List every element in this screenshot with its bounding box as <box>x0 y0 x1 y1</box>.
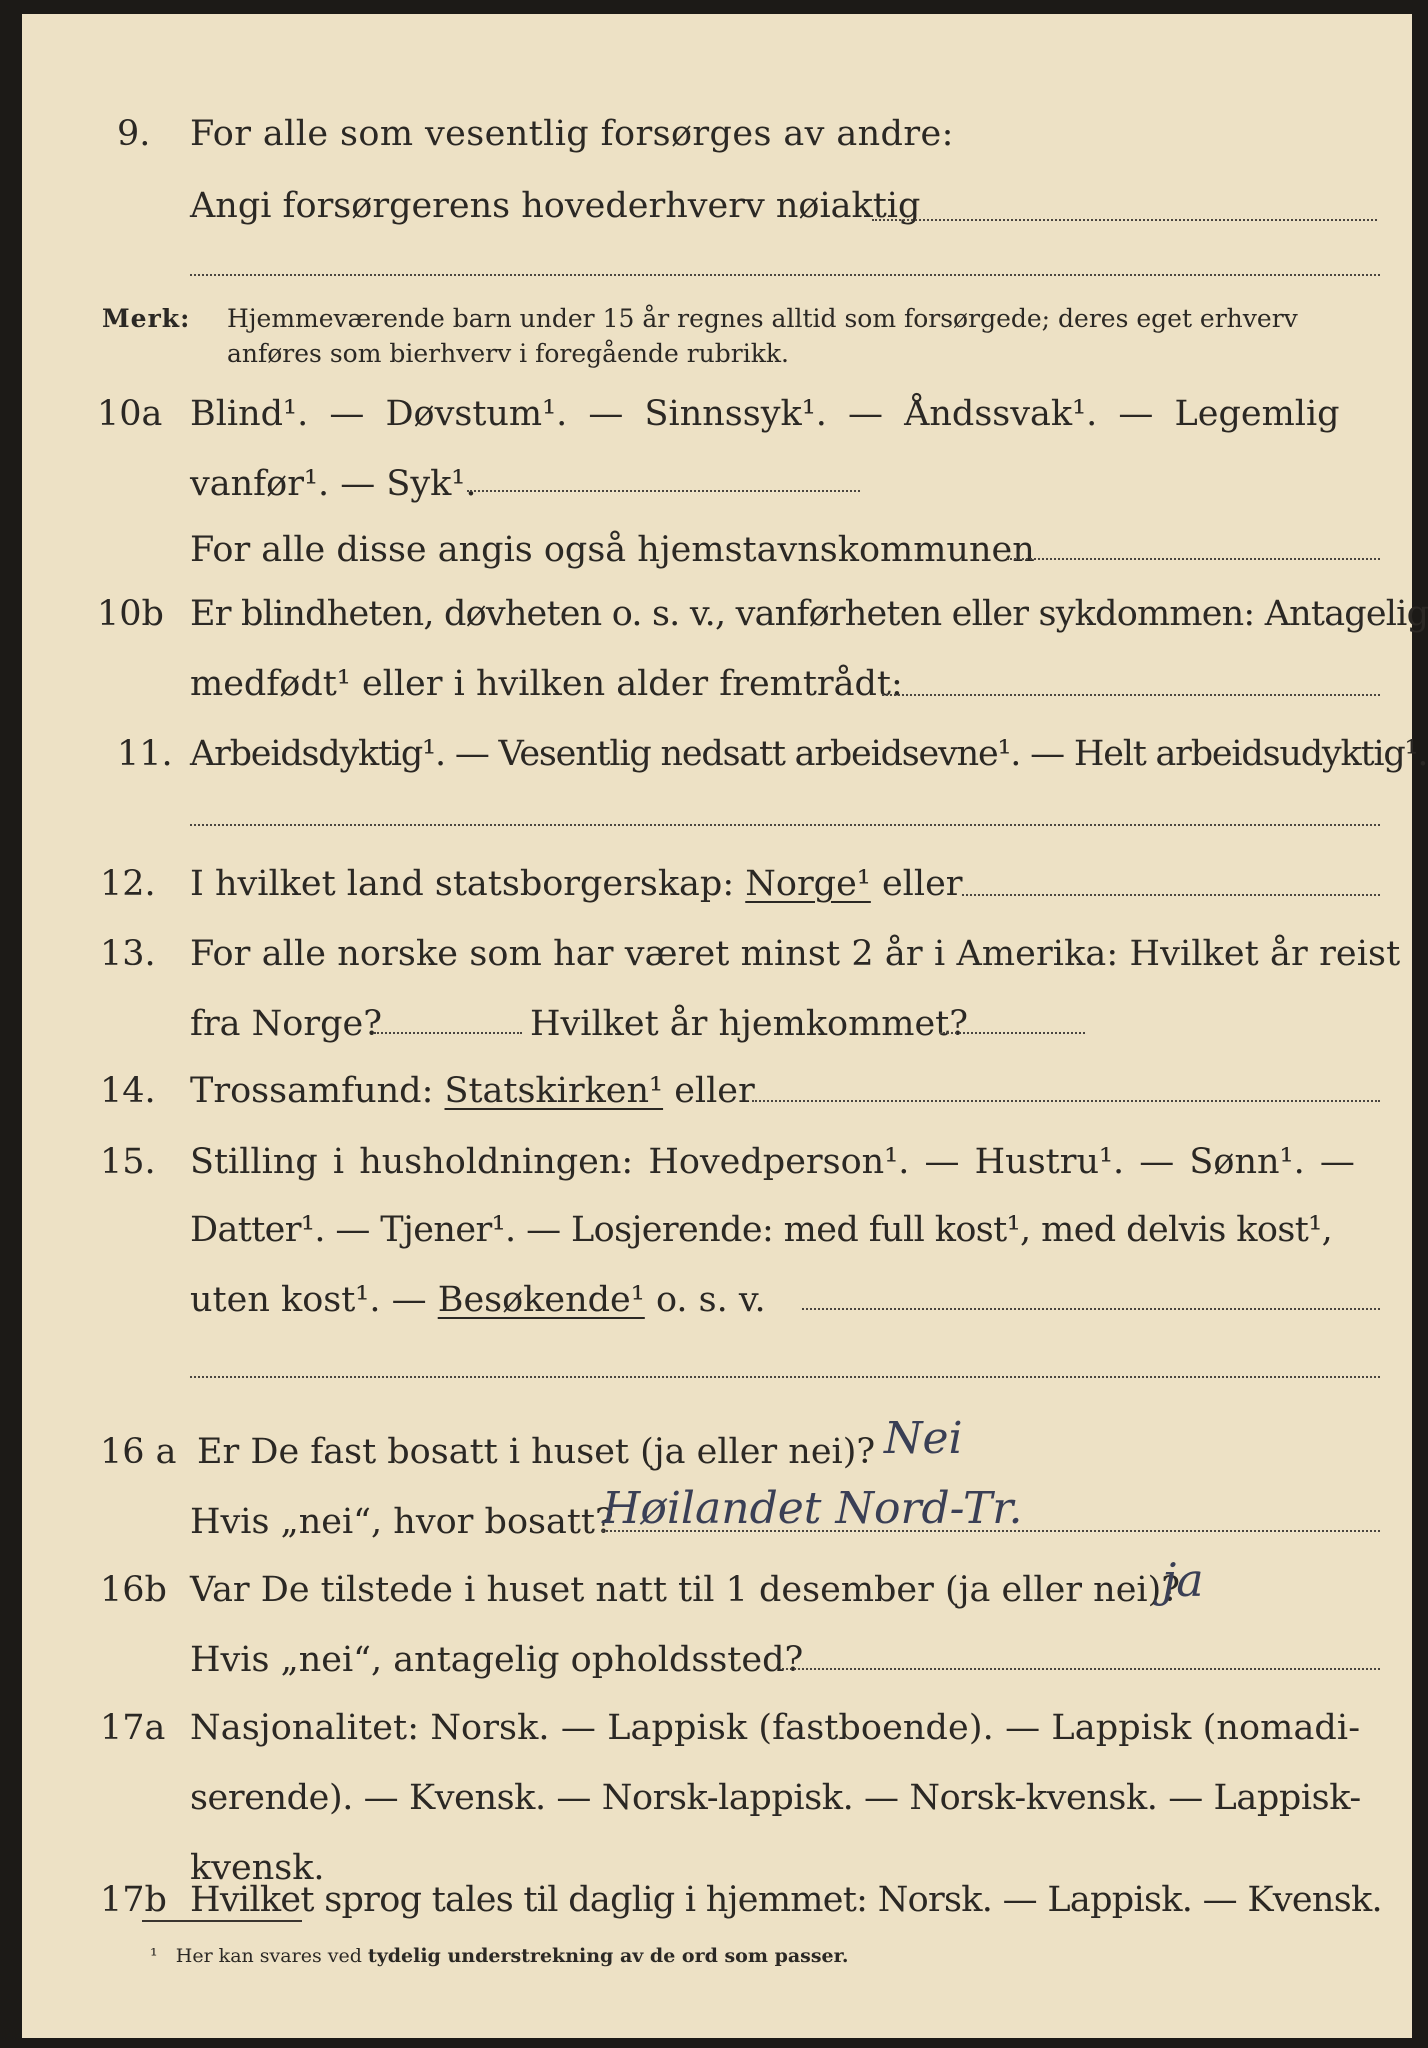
q13-text-line2a: fra Norge? <box>190 1004 382 1044</box>
q10b-number: 10b <box>97 594 164 634</box>
q16a-handwritten-answer1: Nei <box>884 1413 963 1464</box>
census-form-page <box>22 14 1428 2038</box>
q12-answer-line[interactable] <box>962 894 1380 896</box>
q15-text-line3a: uten kost¹. — <box>190 1280 427 1320</box>
q12-text-suffix: eller <box>881 864 963 904</box>
q15-text-line3 <box>190 1280 766 1320</box>
q10a-number: 10a <box>97 394 163 434</box>
q10b-text-line1: Er blindheten, døvheten o. s. v., vanførheten eller sykdommen: Antagelig <box>190 594 1428 634</box>
q16b-answer-line[interactable] <box>782 1668 1380 1670</box>
q15-answer-line[interactable] <box>802 1308 1380 1310</box>
q13-number: 13. <box>100 934 156 974</box>
q10a-text-line2: vanfør¹. — Syk¹. <box>190 464 477 504</box>
q11-number: 11. <box>117 734 173 774</box>
q12-number: 12. <box>100 864 156 904</box>
q16a-handwritten-answer2: Høilandet Nord-Tr. <box>602 1483 1023 1534</box>
merk-text-line1: Hjemmeværende barn under 15 år regnes alltid som forsørgede; deres eget erhverv <box>227 304 1298 333</box>
q11-text-line1: Arbeidsdyktig¹. — Vesentlig nedsatt arbeidsevne¹. — Helt arbeidsudyktig¹. <box>190 734 1428 774</box>
merk-text-line2: anføres som bierhverv i foregående rubrikk. <box>227 339 789 368</box>
q17b-number: 17b <box>100 1880 167 1920</box>
q10b-text-line2: medfødt¹ eller i hvilken alder fremtrådt: <box>190 664 903 704</box>
q9-answer-line-2[interactable] <box>190 274 1380 276</box>
q14-text-prefix: Trossamfund: <box>190 1071 434 1111</box>
q12-text-prefix: I hvilket land statsborgerskap: <box>190 864 735 904</box>
q10a-answer-line[interactable] <box>467 490 860 492</box>
q13-hjemkommet-line[interactable] <box>940 1032 1085 1034</box>
q16b-handwritten-answer1: ja <box>1162 1553 1204 1607</box>
q17a-text-line1: Nasjonalitet: Norsk. — Lappisk (fastboende). — Lappisk (nomadi- <box>190 1708 1361 1748</box>
q9-number: 9. <box>117 114 151 154</box>
q14-answer-line[interactable] <box>752 1100 1380 1102</box>
q12-text <box>190 864 963 904</box>
q17a-text-line3: kvensk. <box>190 1848 325 1888</box>
q13-reist-line[interactable] <box>374 1032 522 1034</box>
q15-underlined-answer: Besøkende¹ <box>437 1280 645 1320</box>
q15-number: 15. <box>100 1142 156 1182</box>
q14-number: 14. <box>100 1071 156 1111</box>
q17a-text-line2: serende). — Kvensk. — Norsk-lappisk. — Norsk-kvensk. — Lappisk- <box>190 1778 1361 1818</box>
q16a-text-line1: Er De fast bosatt i huset (ja eller nei)? <box>197 1432 876 1472</box>
footnote-divider <box>142 1920 302 1922</box>
footnote-text: Her kan svares ved <box>175 1945 362 1967</box>
q16b-number: 16b <box>100 1570 167 1610</box>
q12-underlined-answer: Norge¹ <box>745 864 871 904</box>
q10a-text-line3: For alle disse angis også hjemstavnskommunen <box>190 530 1035 570</box>
q9-text-line2: Angi forsørgerens hovederhverv nøiaktig <box>190 186 921 226</box>
q14-text-suffix: eller <box>674 1071 755 1111</box>
q9-answer-line[interactable] <box>872 219 1377 221</box>
q10a-hjemstavn-line[interactable] <box>1007 558 1380 560</box>
footnote <box>150 1944 849 1968</box>
q10b-answer-line[interactable] <box>882 694 1380 696</box>
q16b-text-line1: Var De tilstede i huset natt til 1 desember (ja eller nei)? <box>190 1570 1181 1610</box>
q15-text-line1: Stilling i husholdningen: Hovedperson¹. — Hustru¹. — Sønn¹. — <box>190 1142 1355 1182</box>
q14-underlined-answer: Statskirken¹ <box>444 1071 664 1111</box>
merk-label: Merk: <box>102 304 191 333</box>
q13-text-line1: For alle norske som har været minst 2 år i Amerika: Hvilket år reist <box>190 934 1401 974</box>
q14-text <box>190 1071 755 1111</box>
q10a-text-line1: Blind¹. — Døvstum¹. — Sinnssyk¹. — Åndssvak¹. — Legemlig <box>190 394 1340 434</box>
q16a-answer-line[interactable] <box>602 1530 1380 1532</box>
q17a-number: 17a <box>100 1708 166 1748</box>
q11-answer-line[interactable] <box>190 824 1380 826</box>
footnote-mark: ¹ <box>150 1945 158 1967</box>
q16a-number: 16 a <box>100 1432 177 1472</box>
q17b-text-line1: Hvilket sprog tales til daglig i hjemmet: Norsk. — Lappisk. — Kvensk. <box>190 1880 1382 1920</box>
q13-text-line2b: Hvilket år hjemkommet? <box>530 1004 969 1044</box>
q15-text-line3b: o. s. v. <box>655 1280 766 1320</box>
footnote-bold-text: tydelig understrekning av de ord som passer. <box>367 1945 849 1967</box>
q16b-text-line2: Hvis „nei“, antagelig opholdssted? <box>190 1640 804 1680</box>
q15-answer-line-2[interactable] <box>190 1376 1380 1378</box>
q9-text-line1: For alle som vesentlig forsørges av andre: <box>190 114 954 154</box>
q16a-text-line2: Hvis „nei“, hvor bosatt? <box>190 1502 614 1542</box>
q15-text-line2: Datter¹. — Tjener¹. — Losjerende: med full kost¹, med delvis kost¹, <box>190 1210 1333 1250</box>
